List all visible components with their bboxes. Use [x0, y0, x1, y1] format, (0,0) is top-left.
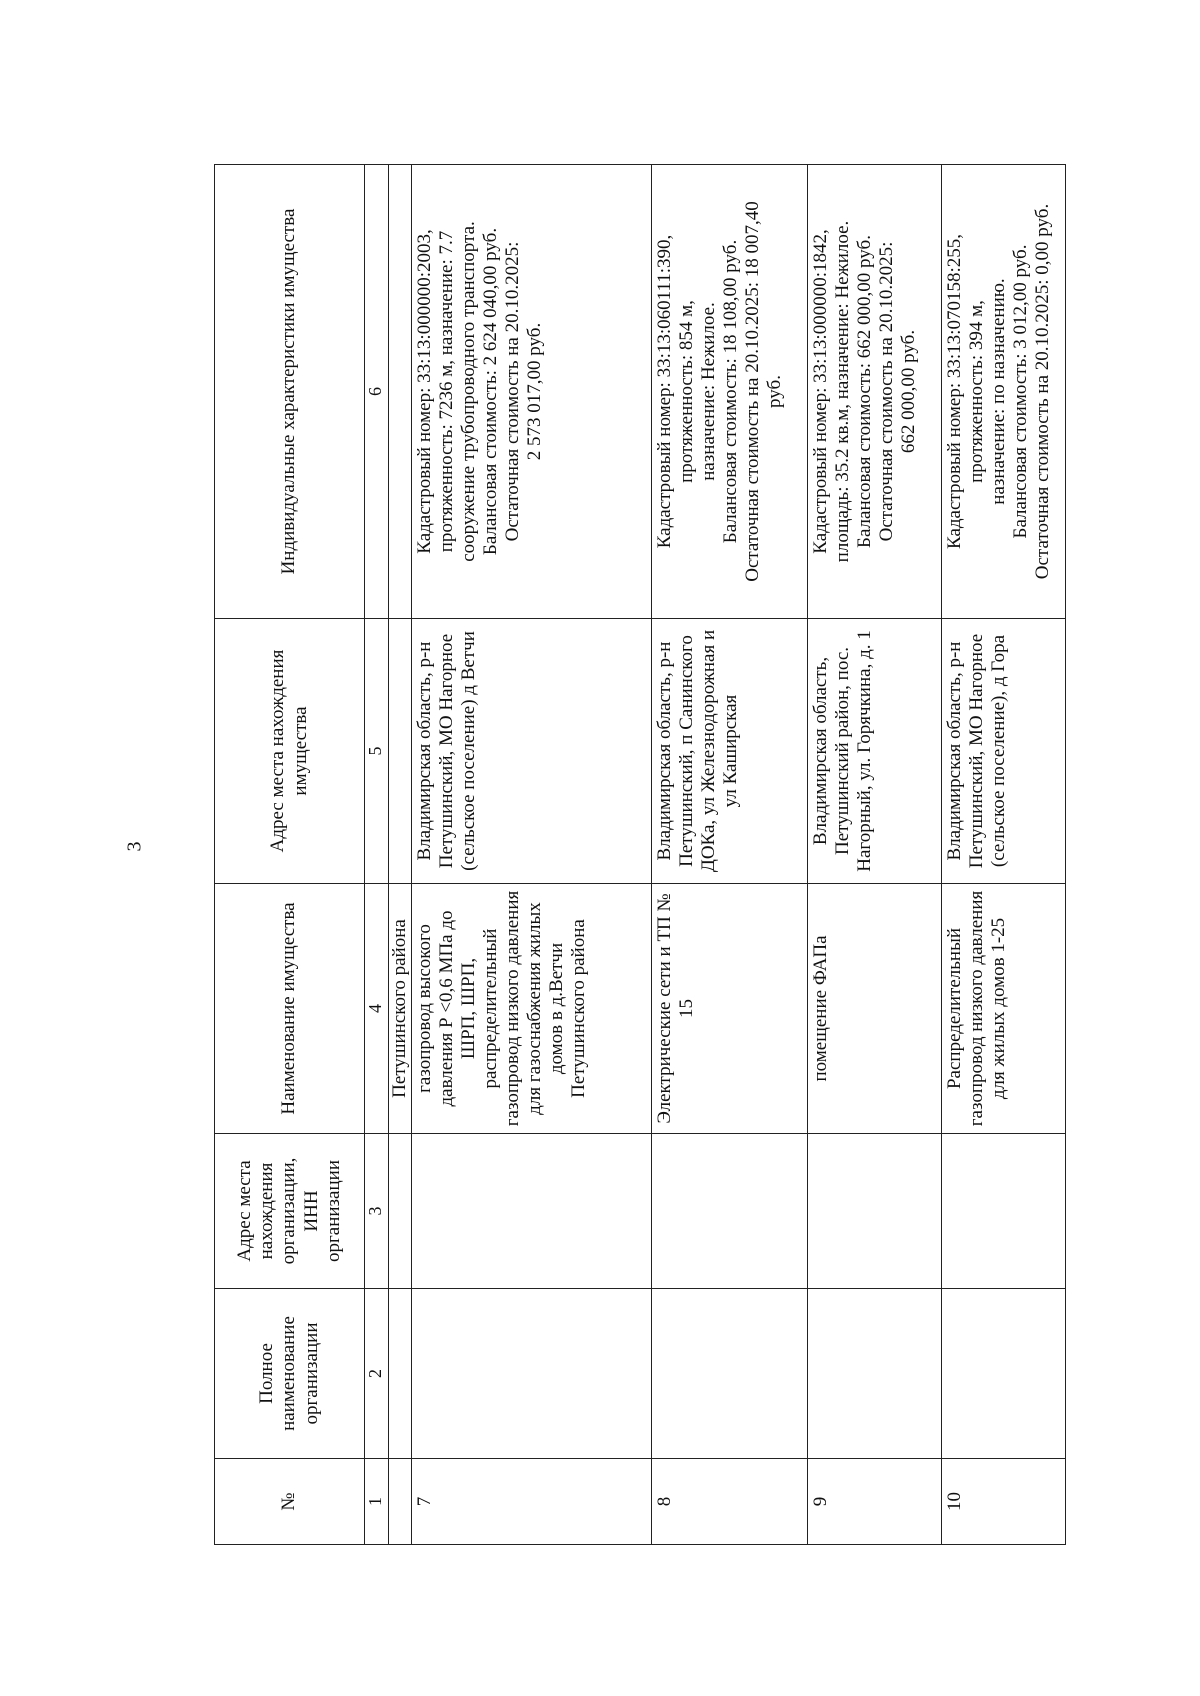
- property-name-tail: Петушинского района: [568, 919, 590, 1098]
- header-characteristics: Индивидуальные характеристики имущества: [215, 165, 365, 619]
- table-cell: [389, 1459, 412, 1545]
- row-number: 8: [652, 1459, 808, 1545]
- table-row: [412, 165, 652, 1545]
- table-cell: [412, 1134, 652, 1289]
- table-cell: [389, 619, 412, 884]
- column-number-row: [365, 165, 389, 1545]
- column-number: 6: [365, 165, 389, 619]
- characteristic-line: протяженность: 394 м,: [966, 300, 988, 483]
- characteristic-line: руб.: [764, 375, 786, 408]
- property-address: Владимирская область, Петушинский район, пос. Нагорный, ул. Горячкина, д. 1: [808, 619, 942, 884]
- characteristic-line: Балансовая стоимость: 18 108,00 руб.: [720, 239, 742, 544]
- table-row: [652, 165, 808, 1545]
- row-number: 7: [412, 1459, 652, 1545]
- characteristic-line: Балансовая стоимость: 3 012,00 руб.: [1010, 244, 1032, 539]
- property-address: Владимирская область, р-н Петушинский, МО Нагорное (сельское поселение) д Ветчи: [412, 619, 652, 884]
- property-name: Распределительный газопровод низкого давления для жилых домов 1-25: [942, 884, 1066, 1134]
- column-number: 2: [365, 1289, 389, 1459]
- property-name: Электрические сети и ТП № 15: [652, 884, 808, 1134]
- table-cell: [389, 165, 412, 619]
- characteristic-line: Балансовая стоимость: 2 624 040,00 руб.: [480, 227, 502, 556]
- property-table: [214, 164, 1066, 1545]
- property-address: Владимирская область, р-н Петушинский, п Санинского ДОКа, ул Железнодорожная и ул Каширская: [652, 619, 808, 884]
- property-name: помещение ФАПа: [808, 884, 942, 1134]
- characteristic-line: Балансовая стоимость: 662 000,00 руб.: [854, 235, 876, 548]
- table-cell: [942, 1134, 1066, 1289]
- table-row: [942, 165, 1066, 1545]
- column-number: 4: [365, 884, 389, 1134]
- table-row: [808, 165, 942, 1545]
- characteristic-line: протяженность: 7236 м, назначение: 7.7: [436, 230, 458, 553]
- characteristic-line: 2 573 017,00 руб.: [524, 322, 546, 461]
- header-org-address: Адрес места нахождения организации, ИНН организации: [215, 1134, 365, 1289]
- column-number: 3: [365, 1134, 389, 1289]
- characteristic-line: Кадастровый номер: 33:13:060111:390,: [654, 234, 676, 549]
- characteristic-line: сооружение трубопроводного транспорта.: [458, 221, 480, 562]
- property-address: Владимирская область, р-н Петушинский, МО Нагорное (сельское поселение), д Гора: [942, 619, 1066, 884]
- row-number: 9: [808, 1459, 942, 1545]
- characteristic-line: Остаточная стоимость на 20.10.2025:: [876, 241, 898, 542]
- property-characteristics: [808, 165, 942, 619]
- property-name-text: газопровод высокого давления Р <0,6 МПа до ШРП, ШРП, распределительный газопровод низкого давления для газоснабжения жилых домов в д.Ветчи: [414, 890, 568, 1127]
- characteristic-line: Кадастровый номер: 33:13:000000:1842,: [810, 229, 832, 554]
- table-cell: [808, 1289, 942, 1459]
- property-name: [412, 884, 652, 1134]
- header-row: [215, 165, 365, 1545]
- characteristic-line: Кадастровый номер: 33:13:070158:255,: [944, 234, 966, 549]
- column-number: 1: [365, 1459, 389, 1545]
- header-org-name: Полное наименование организации: [215, 1289, 365, 1459]
- page-number: 3: [123, 841, 146, 852]
- header-number: №: [215, 1459, 365, 1545]
- row-number: 10: [942, 1459, 1066, 1545]
- table-cell: [412, 1289, 652, 1459]
- characteristic-line: площадь: 35.2 кв.м, назначение: Нежилое.: [832, 220, 854, 563]
- property-characteristics: [942, 165, 1066, 619]
- column-number: 5: [365, 619, 389, 884]
- characteristic-line: 662 000,00 руб.: [898, 329, 920, 454]
- property-characteristics: [412, 165, 652, 619]
- table-cell: [389, 1134, 412, 1289]
- table-cell: [942, 1289, 1066, 1459]
- property-characteristics: [652, 165, 808, 619]
- characteristic-line: назначение: по назначению.: [988, 278, 1010, 505]
- section-row: [389, 165, 412, 1545]
- header-property-address: Адрес места нахождения имущества: [215, 619, 365, 884]
- rotated-table-wrapper: [214, 165, 1054, 1545]
- table-cell: [808, 1134, 942, 1289]
- header-property-name: Наименование имущества: [215, 884, 365, 1134]
- table-cell: [652, 1289, 808, 1459]
- section-label: Петушинского района: [389, 884, 412, 1134]
- characteristic-line: Остаточная стоимость на 20.10.2025:: [502, 241, 524, 542]
- characteristic-line: протяженность: 854 м,: [676, 300, 698, 483]
- characteristic-line: Остаточная стоимость на 20.10.2025: 0,00 руб.: [1032, 203, 1054, 580]
- characteristic-line: Остаточная стоимость на 20.10.2025: 18 007,40: [742, 201, 764, 582]
- table-cell: [652, 1134, 808, 1289]
- characteristic-line: назначение: Нежилое.: [698, 302, 720, 481]
- table-cell: [389, 1289, 412, 1459]
- characteristic-line: Кадастровый номер: 33:13:000000:2003,: [414, 229, 436, 554]
